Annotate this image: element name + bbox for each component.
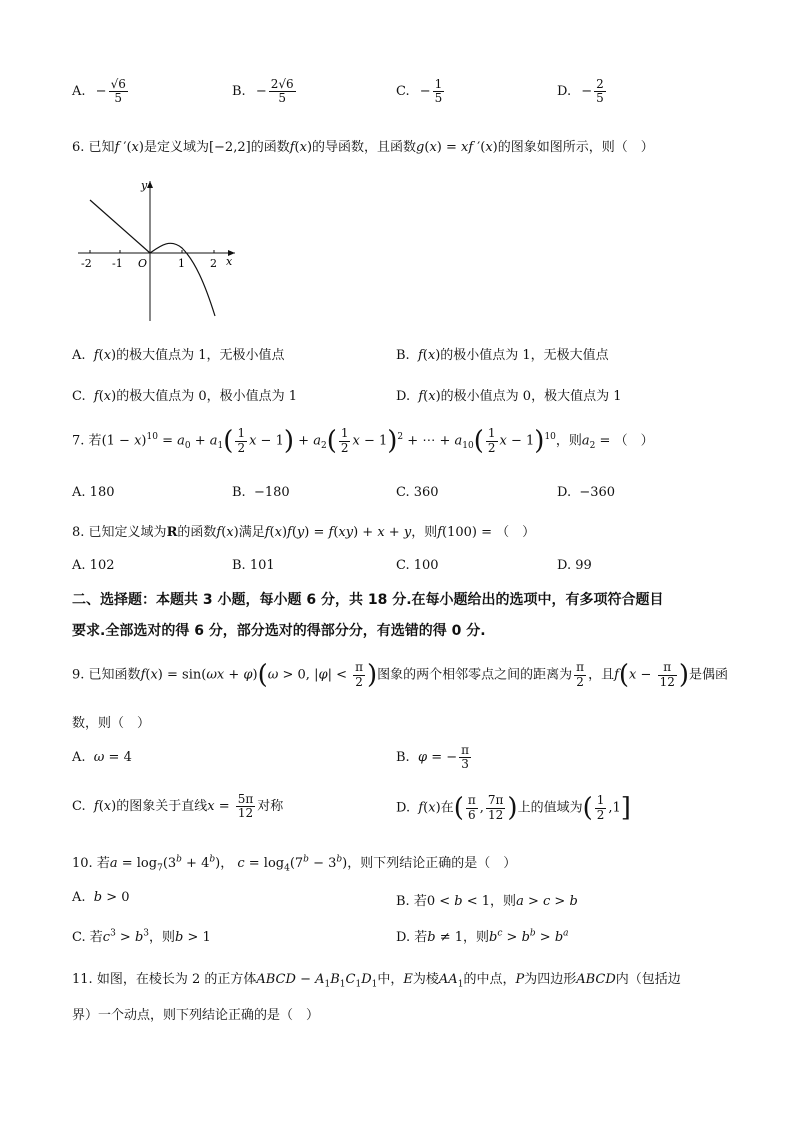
y-axis-arrow bbox=[147, 181, 153, 188]
q10-option-b: B. 若0 < b < 1，则a > c > b bbox=[396, 894, 578, 909]
q8-option-d: D. 99 bbox=[557, 558, 592, 573]
q5-option-d: D. − $\frac{2}{5}$ bbox=[557, 77, 604, 106]
q5-option-a: A. − $\frac{√6}{5}$ bbox=[72, 77, 126, 106]
q9-stem: 9. 已知函数f(x) = sin(ωx + φ)(ω > 0, |φ| < $\frac{\pi}{2}$ )图象的两个相邻零点之间的距离为 $\frac{\pi}{2}$ ，且f(x − $\frac{\pi}{12}$ )是偶函 bbox=[72, 660, 729, 690]
q9-option-c: C. f(x)的图象关于直线x = $\frac{5\pi}{12}$ 对称 bbox=[72, 792, 284, 821]
q8-option-a: A. 102 bbox=[72, 558, 115, 573]
y-axis-label: y bbox=[141, 179, 148, 192]
q5-option-c: C. − $\frac{1}{5}$ bbox=[396, 77, 443, 106]
q6-option-c: C. f(x)的极大值点为 0，极小值点为 1 bbox=[72, 389, 298, 404]
q6-option-a: A. f(x)的极大值点为 1，无极小值点 bbox=[72, 348, 285, 363]
q7-stem: 7. 若$(1 - x)^{10} = a_0 + a_1$( $\frac{1}{2}$ $x - 1) + a_2$( $\frac{1}{2}$ x − 1)$^2$ + ⋯ + $a_{10}$( $\frac{1}{2}$ x − 1)$^{10}$，则$a_2$ = （ ） bbox=[72, 426, 654, 456]
q7-option-d: D. −360 bbox=[557, 485, 616, 500]
tick-label-1: 1 bbox=[178, 257, 185, 270]
q9-option-b: B. φ = − $\frac{\pi}{3}$ bbox=[396, 743, 470, 772]
section2-heading-line1: 二、选择题：本题共 3 小题，每小题 6 分，共 18 分.在每小题给出的选项中，有多项符合题目 bbox=[72, 592, 664, 608]
q9-option-a: A. ω = 4 bbox=[72, 750, 132, 765]
q6-graph bbox=[70, 176, 240, 326]
q6-option-d: D. f(x)的极小值点为 0，极大值点为 1 bbox=[396, 389, 622, 404]
q8-option-b: B. 101 bbox=[232, 558, 275, 573]
origin-label: O bbox=[138, 257, 148, 270]
q9-option-d: D. f(x)在( $\frac{\pi}{6}$ , $\frac{7\pi}{12}$ )上的值域为( $\frac{1}{2}$ ,1] bbox=[396, 793, 631, 823]
q6-option-b: B. f(x)的极小值点为 1，无极大值点 bbox=[396, 348, 609, 363]
q11-stem-line1: 11. 如图，在棱长为 2 的正方体ABCD − $A_1B_1C_1D_1$中，E为棱$AA_1$的中点，P为四边形ABCD内（包括边 bbox=[72, 972, 681, 990]
tick-label-neg2: -2 bbox=[81, 257, 92, 270]
tick-label-2: 2 bbox=[210, 257, 217, 270]
q10-option-d: D. 若b ≠ 1，则$b^c > b^b > b^a$ bbox=[396, 928, 569, 945]
q6-stem: 6. 已知f ′(x)是定义域为[−2,2]的函数f(x)的导函数，且函数g(x) = xf ′(x)的图象如图所示，则（ ） bbox=[72, 140, 654, 155]
q10-stem: 10. 若$a = \log_7(3^b + 4^b)$， $c = \log_4(7^b - 3^b)$，则下列结论正确的是（ ） bbox=[72, 854, 517, 874]
q9-stem-line2: 数，则（ ） bbox=[72, 716, 151, 731]
section2-heading-line2: 要求.全部选对的得 6 分，部分选对的得部分分，有选错的得 0 分. bbox=[72, 623, 486, 639]
q10-option-c: C. 若$c^3 > b^3$，则b > 1 bbox=[72, 928, 211, 945]
tick-label-neg1: -1 bbox=[112, 257, 123, 270]
x-axis-label: x bbox=[226, 255, 233, 268]
q10-option-a: A. b > 0 bbox=[72, 890, 130, 905]
q7-option-a: A. 180 bbox=[72, 485, 115, 500]
graph-left-line bbox=[90, 200, 150, 253]
q8-stem: 8. 已知定义域为R的函数f(x)满足f(x)f(y) = f(xy) + x + y，则f(100) = （ ） bbox=[72, 525, 536, 540]
q7-option-c: C. 360 bbox=[396, 485, 439, 500]
q5-option-b: B. − $\frac{2√6}{5}$ bbox=[232, 77, 294, 106]
graph-right-curve bbox=[150, 243, 215, 316]
q8-option-c: C. 100 bbox=[396, 558, 439, 573]
q7-option-b: B. −180 bbox=[232, 485, 290, 500]
q11-stem-line2: 界）一个动点，则下列结论正确的是（ ） bbox=[72, 1008, 320, 1023]
